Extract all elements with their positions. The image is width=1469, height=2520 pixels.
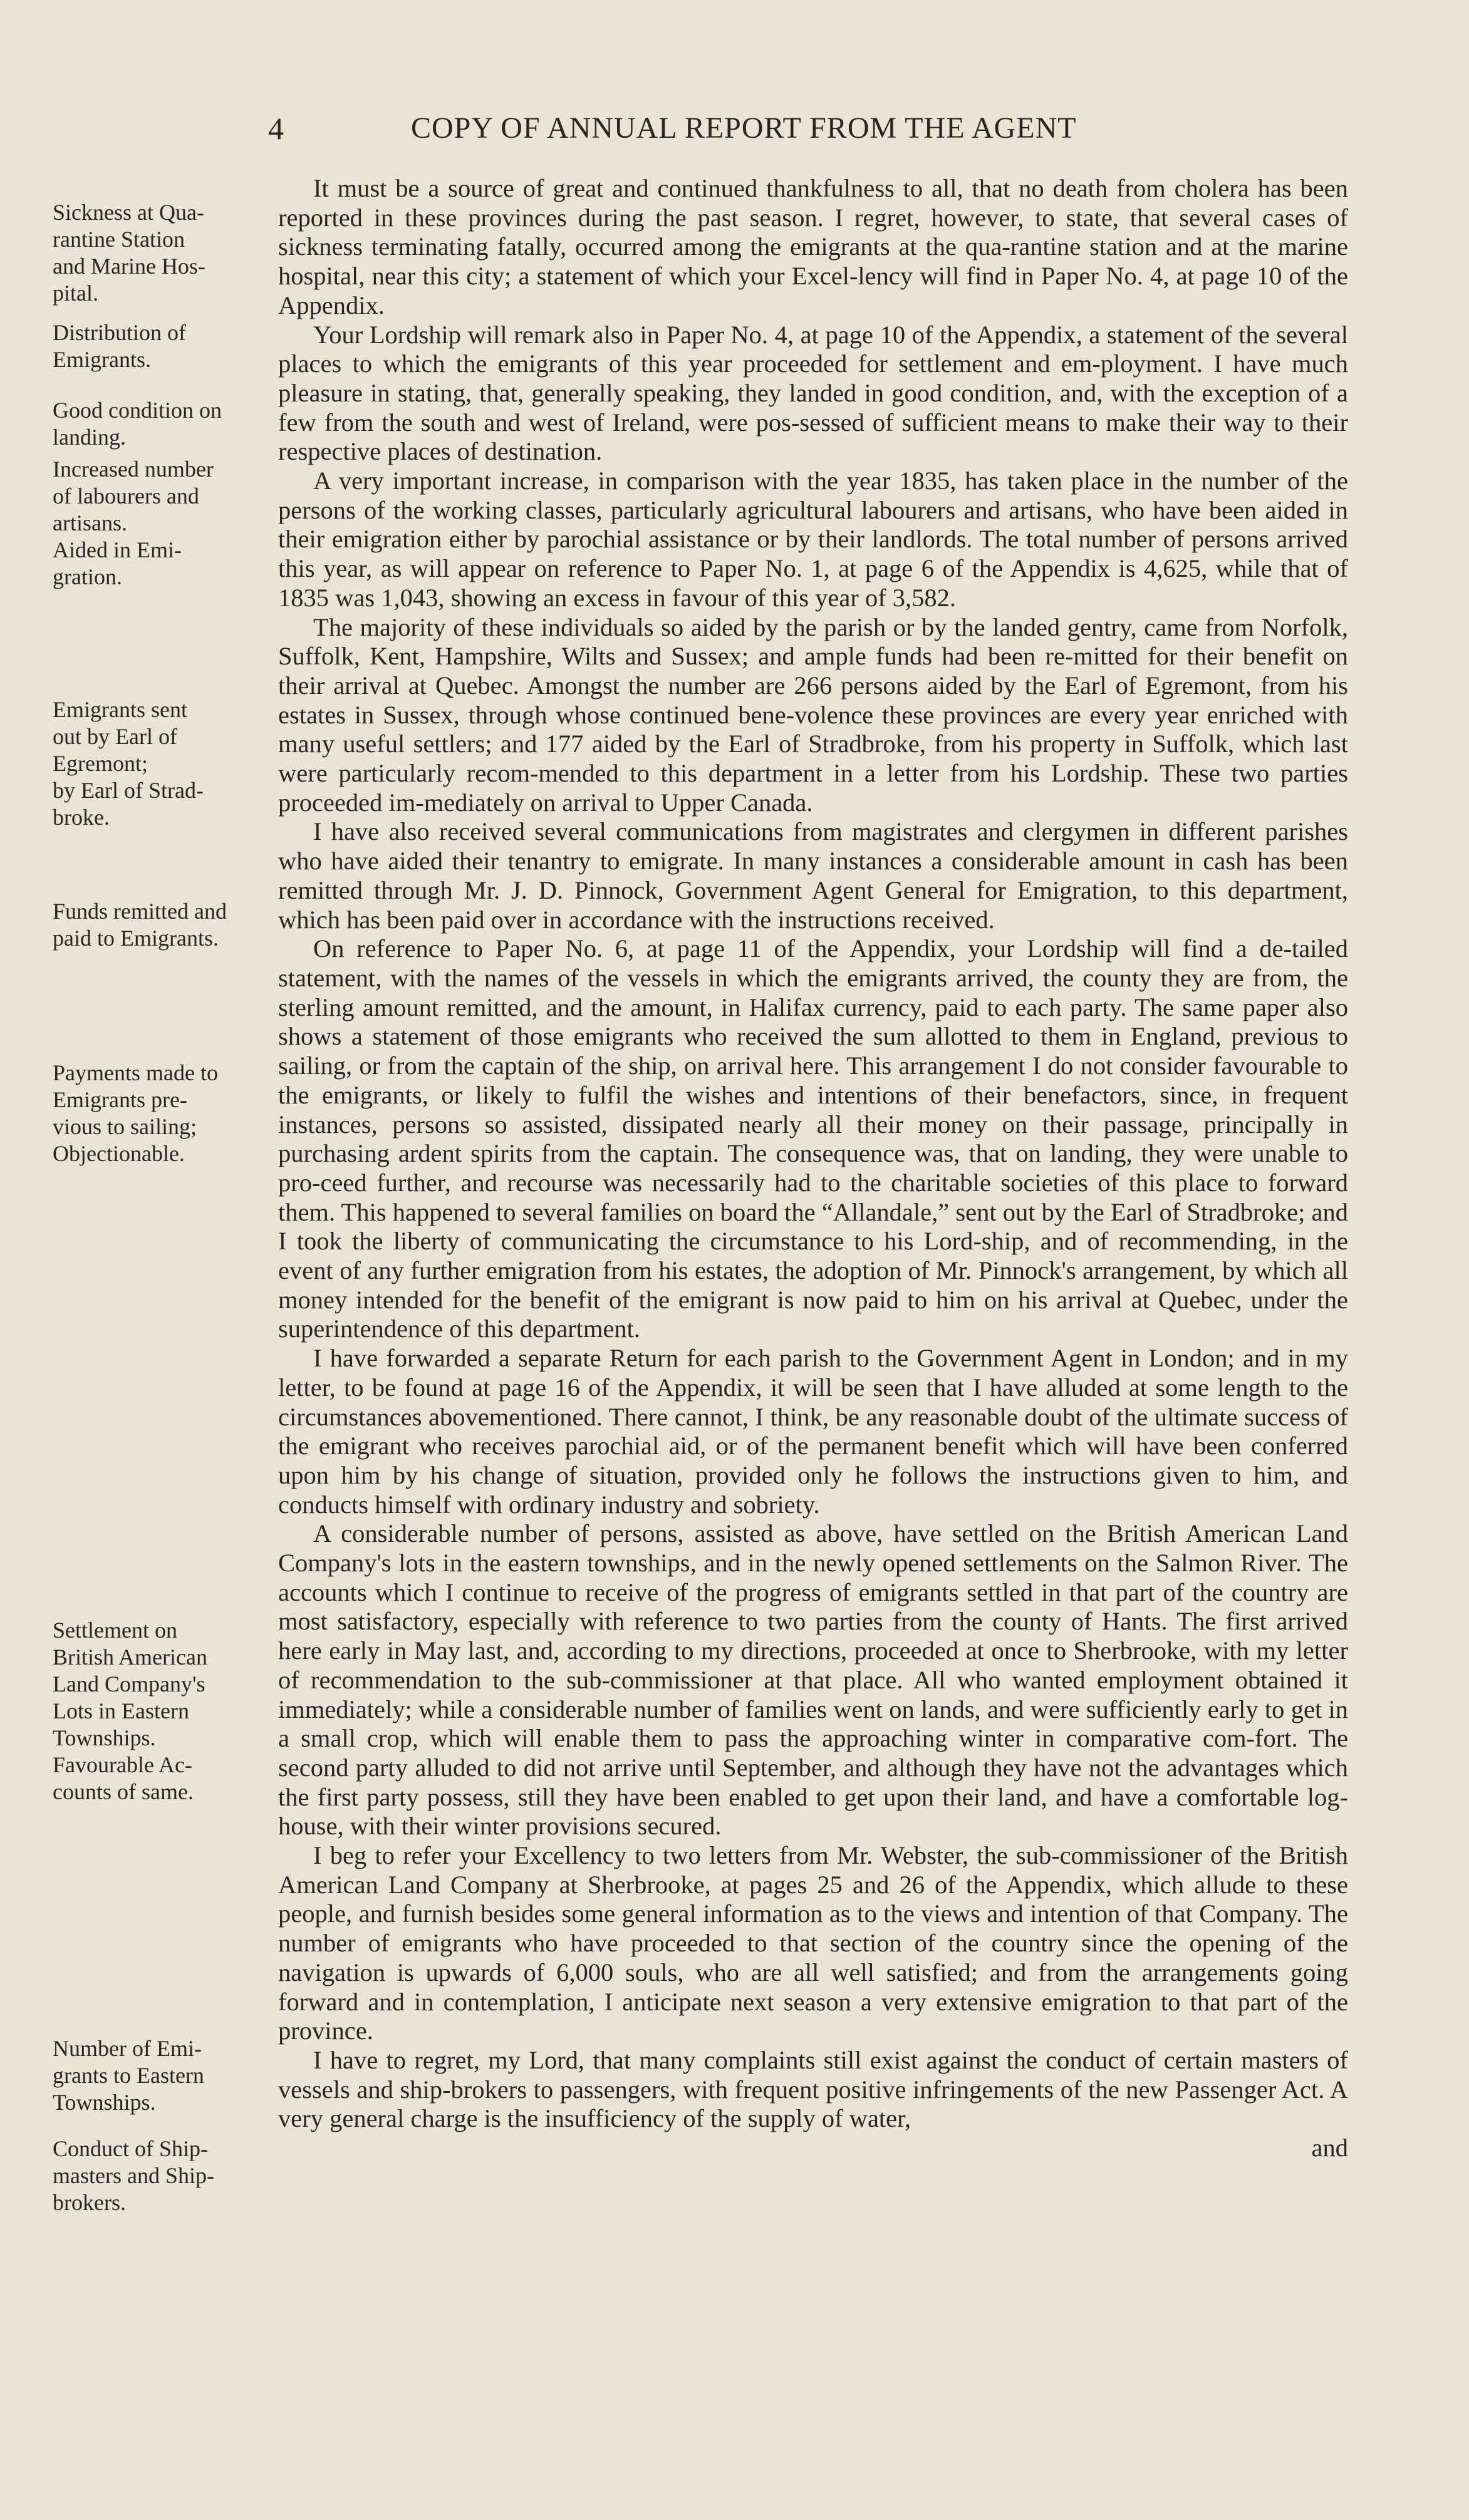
- margin-note-egremont-stradbroke: Emigrants sent out by Earl of Egremont; by Earl of Strad- broke.: [53, 697, 204, 830]
- running-title: COPY OF ANNUAL REPORT FROM THE AGENT: [411, 111, 1077, 145]
- margin-note-funds-remitted: Funds remitted and paid to Emigrants.: [53, 899, 227, 951]
- paragraph-webster-letters: I beg to refer your Excellency to two letters from Mr. Webster, the sub-commissioner of the British American Land Company at Sherbrooke, at pages 25 and 26 of the Appendix, which allude to these people, and furnish besides some general information as to the views and intention of that Company. The number of emigrants who have proceeded to that section of the country since the opening of the navigation is upwards of 6,000 souls, who are all well satisfied; and from the arrangements going forward and in contemplation, I anticipate next season a very extensive emigration to that part of the province.: [278, 1841, 1348, 2045]
- margin-note-sickness: Sickness at Qua- rantine Station and Marine Hos- pital.: [53, 200, 205, 306]
- paragraph-paper-no-6: On reference to Paper No. 6, at page 11 of the Appendix, your Lordship will find a de-tailed statement, with the names of the vessels in which the emigrants arrived, the county they are from, the sterling amount remitted, and the amount, in Halifax currency, paid to each party. The same paper also shows a statement of those emigrants who received the sum allotted to them in England, previous to sailing, or from the captain of the ship, on arrival here. This arrangement I do not consider favourable to the emigrants, or likely to fulfil the wishes and intentions of their benefactors, since, in frequent instances, persons so assisted, dissipated nearly all their money on their passage, principally in purchasing ardent spirits from the captain. The consequence was, that on landing, they were unable to pro-ceed further, and recourse was necessarily had to the charitable societies of this place to forward them. This happened to several families on board the “Allandale,” sent out by the Earl of Stradbroke; and I took the liberty of communicating the circumstance to his Lord-ship, and of recommending, in the event of any further emigration from his estates, the adoption of Mr. Pinnock's arrangement, by which all money intended for the benefit of the emigrant is now paid to him on his arrival at Quebec, under the superintendence of this department.: [278, 934, 1348, 1343]
- paragraph-communications: I have also received several communications from magistrates and clergymen in different parishes who have aided their tenantry to emigrate. In many instances a considerable amount in cash has been remitted through Mr. J. D. Pinnock, Government Agent General for Emigration, to this department, which has been paid over in accordance with the instructions received.: [278, 817, 1348, 934]
- margin-note-good-condition: Good condition on landing.: [53, 398, 222, 450]
- paragraph-separate-return: I have forwarded a separate Return for each parish to the Government Agent in London; and in my letter, to be found at page 16 of the Appendix, it will be seen that I have alluded at some length to the circumstances abovementioned. There cannot, I think, be any reasonable doubt of the ultimate success of the emigrant who receives parochial aid, or of the permanent benefit which will have been conferred upon him by his change of situation, provided only he follows the instructions given to him, and conducts himself with ordinary industry and sobriety.: [278, 1344, 1348, 1519]
- paragraph-cholera: It must be a source of great and continued thankfulness to all, that no death from cholera has been reported in these provinces during the past season. I regret, however, to state, that several cases of sickness terminating fatally, occurred among the emigrants at the qua-rantine station and at the marine hospital, near this city; a statement of which your Excel-lency will find in Paper No. 4, at page 10 of the Appendix.: [278, 174, 1348, 319]
- margin-note-payments-objectionable: Payments made to Emigrants pre- vious to sailing; Objectionable.: [53, 1060, 218, 1166]
- page-number: 4: [268, 111, 284, 146]
- margin-note-distribution: Distribution of Emigrants.: [53, 320, 186, 372]
- paragraph-complaints: I have to regret, my Lord, that many complaints still exist against the conduct of certain masters of vessels and ship-brokers to passengers, with frequent positive infringements of the new Passenger Act. A very general charge is the insufficiency of the supply of water,: [278, 2046, 1348, 2133]
- margin-note-increased-number: Increased number of labourers and artisans. Aided in Emi- gration.: [53, 457, 214, 589]
- paragraph-increase: A very important increase, in comparison with the year 1835, has taken place in the number of the persons of the working classes, particularly agricultural labourers and artisans, who have been aided in their emigration either by parochial assistance or by their landlords. The total number of persons arrived this year, as will appear on reference to Paper No. 1, at page 6 of the Appendix is 4,625, while that of 1835 was 1,043, showing an excess in favour of this year of 3,582.: [278, 467, 1348, 612]
- paragraph-majority: The majority of these individuals so aided by the parish or by the landed gentry, came from Norfolk, Suffolk, Kent, Hampshire, Wilts and Sussex; and ample funds had been re-mitted for their benefit on their arrival at Quebec. Amongst the number are 266 persons aided by the Earl of Egremont, from his estates in Sussex, through whose continued bene-volence these provinces are every year enriched with many useful settlers; and 177 aided by the Earl of Stradbroke, from his property in Suffolk, which last were particularly recom-mended to this department in a letter from his Lordship. These two parties proceeded im-mediately on arrival to Upper Canada.: [278, 612, 1348, 817]
- paragraph-land-company: A considerable number of persons, assisted as above, have settled on the British American Land Company's lots in the eastern townships, and in the newly opened settlements on the Salmon River. The accounts which I continue to receive of the progress of emigrants settled in that part of the country are most satisfactory, especially with reference to two parties from the county of Hants. The first arrived here early in May last, and, according to my directions, proceeded at once to Sherbrooke, with my letter of recommendation to the sub-commissioner at that place. All who wanted employment obtained it immediately; while a considerable number of families went on lands, and were sufficiently early to get in a small crop, which will enable them to pass the approaching winter in comparative com-fort. The second party alluded to did not arrive until September, and although they have not the advantages which the first party possess, still they have been enabled to get upon their land, and have a comfortable log-house, with their winter provisions secured.: [278, 1519, 1348, 1841]
- catchword: and: [1311, 2134, 1348, 2162]
- margin-note-shipmasters: Conduct of Ship- masters and Ship- brokers.: [53, 2136, 214, 2215]
- margin-note-number-eastern-townships: Number of Emi- grants to Eastern Townships.: [53, 2036, 204, 2115]
- page-header: [0, 106, 1469, 150]
- paragraph-distribution: Your Lordship will remark also in Paper No. 4, at page 10 of the Appendix, a statement of the several places to which the emigrants of this year proceeded for settlement and em-ployment. I have much pleasure in stating, that, generally speaking, they landed in good condition, and, with the exception of a few from the south and west of Ireland, were pos-sessed of sufficient means to make their way to their respective places of destination.: [278, 320, 1348, 466]
- body-text: [278, 174, 1348, 2163]
- margin-note-settlement: Settlement on British American Land Company's Lots in Eastern Townships. Favourable Ac- counts of same.: [53, 1618, 207, 1804]
